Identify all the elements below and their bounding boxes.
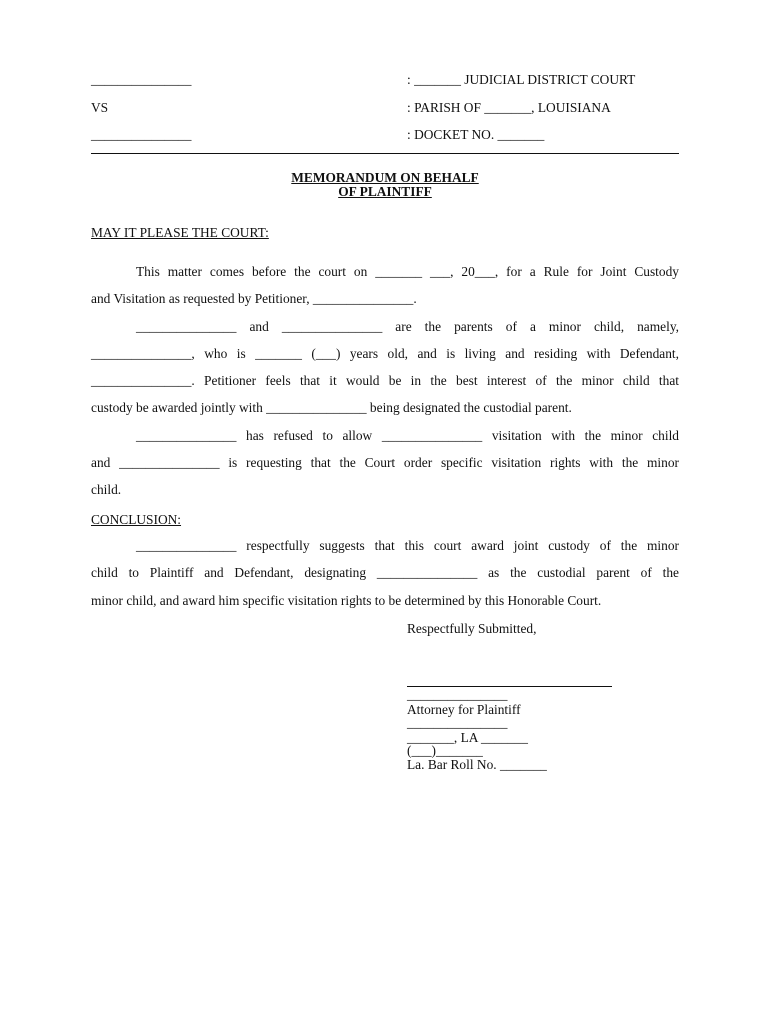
paragraph-line: child. xyxy=(91,482,122,498)
paragraph-line: child to Plaintiff and Defendant, designating _______________ as the custodial parent of the xyxy=(91,565,679,581)
plaintiff-name-blank: _______________ xyxy=(91,72,192,87)
paragraph-line xyxy=(91,258,679,285)
attorney-role: Attorney for Plaintiff xyxy=(407,702,521,717)
paragraph-line xyxy=(91,532,679,559)
phone-line: (___)_______ xyxy=(407,743,483,758)
parish-line: : PARISH OF _______, LOUISIANA xyxy=(407,100,611,115)
salutation: MAY IT PLEASE THE COURT: xyxy=(91,225,269,240)
paragraph-line: _______________. Petitioner feels that it would be in the best interest of the minor child that xyxy=(91,373,679,389)
paragraph-line: _______________, who is _______ (___) years old, and is living and residing with Defendant, xyxy=(91,345,679,361)
paragraph-line: custody be awarded jointly with _______________ being designated the custodial parent. xyxy=(91,400,572,416)
paragraph-text: _______________ and _______________ are the parents of a minor child, namely, xyxy=(136,318,679,334)
conclusion-paragraph xyxy=(91,532,679,614)
bar-roll-line: La. Bar Roll No. _______ xyxy=(407,757,547,772)
closing: Respectfully Submitted, xyxy=(407,621,537,636)
document-title-line1: MEMORANDUM ON BEHALF xyxy=(291,170,479,185)
paragraph-line: and Visitation as requested by Petitioner, _______________. xyxy=(91,291,417,307)
address-blank: _______________ xyxy=(407,715,508,730)
paragraph-line xyxy=(91,313,679,340)
versus-label: VS xyxy=(91,100,109,115)
paragraph-text: This matter comes before the court on _______ ___, 20___, for a Rule for Joint Custody xyxy=(136,264,679,279)
docket-line: : DOCKET NO. _______ xyxy=(407,127,545,142)
paragraph-text: _______________ has refused to allow _______________ visitation with the minor child xyxy=(136,427,679,443)
paragraph-line: minor child, and award him specific visitation rights to be determined by this Honorable Court. xyxy=(91,592,602,608)
paragraph-line: and _______________ is requesting that the Court order specific visitation rights with the minor xyxy=(91,455,679,471)
paragraph-line xyxy=(91,422,679,449)
city-state-line: _______, LA _______ xyxy=(407,730,528,745)
conclusion-heading: CONCLUSION: xyxy=(91,512,182,527)
court-line: : _______ JUDICIAL DISTRICT COURT xyxy=(407,72,636,87)
document-title-line2: OF PLAINTIFF xyxy=(338,184,432,199)
paragraph-text: _______________ respectfully suggests that this court award joint custody of the minor xyxy=(136,538,679,553)
caption-divider xyxy=(91,153,679,154)
attorney-name-blank: _______________ xyxy=(407,687,508,702)
body-paragraphs xyxy=(91,258,679,504)
defendant-name-blank: _______________ xyxy=(91,127,192,142)
